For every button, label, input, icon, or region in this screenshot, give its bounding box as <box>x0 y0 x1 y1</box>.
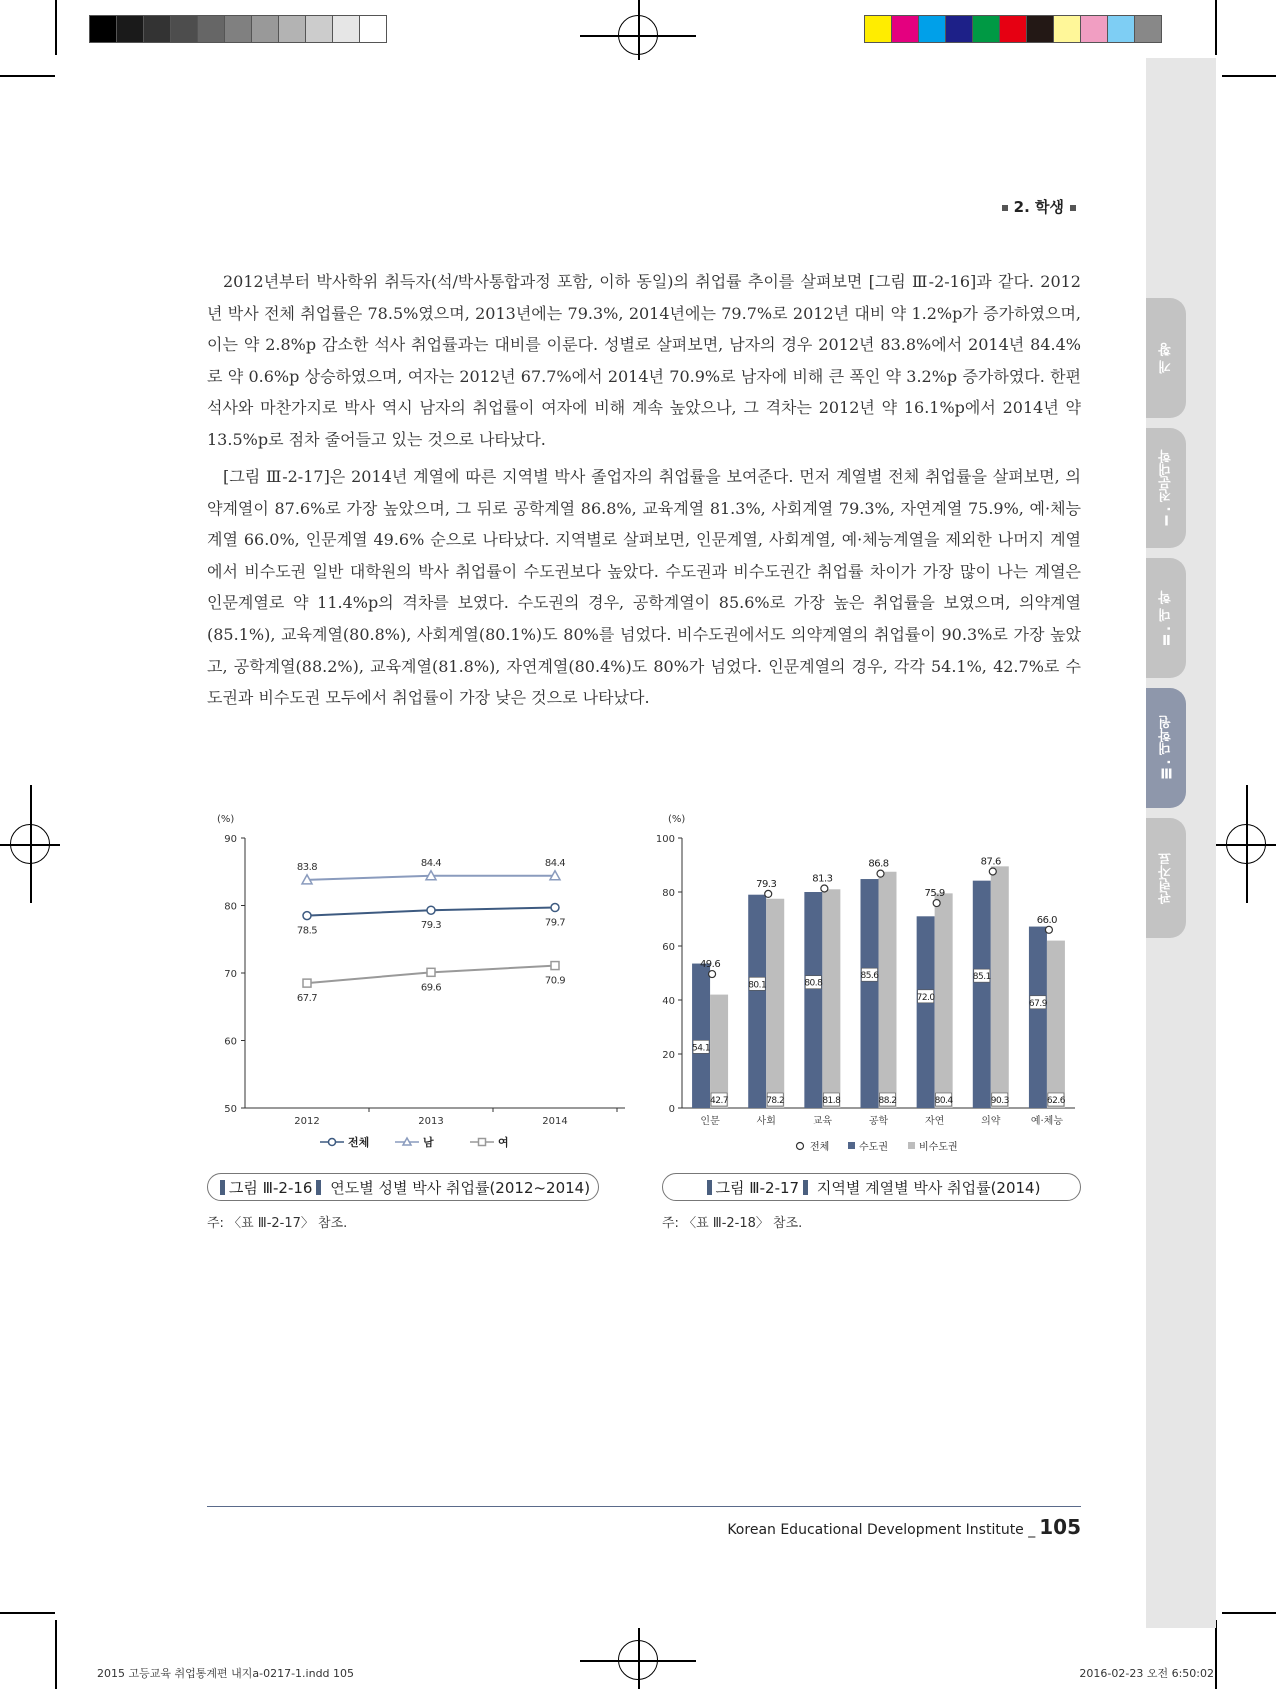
paragraph-2: [그림 Ⅲ-2-17]은 2014년 계열에 따른 지역별 박사 졸업자의 취업률을 보여준다. 먼저 계열별 전체 취업률을 살펴보면, 의약계열이 87.6%로 가장 높았으며, 그 뒤로 공학계열 86.8%, 교육계열 81.3%, 사회계열 79.3%, 자연계열 75.9%, 예·체능계열 66.0%, 인문계열 49.6% 순으로 나타났다. 지역별로 살펴보면, 인문계열, 사회계열, 예·체능계열을 제외한 나머지 계열에서 비수도권 일반 대학원의 박사 취업률이 수도권보다 높았다. 수도권과 비수도권간 취업률 차이가 가장 많이 나는 계열은 인문계열로 약 11.4%p의 격차를 보였다. 수도권의 경우, 공학계열이 85.6%로 가장 높은 취업률을 보였으며, 의약계열(85.1%), 교육계열(80.8%), 사회계열(80.1%)도 80%를 넘었다. 비수도권에서도 의약계열의 취업률이 90.3%로 가장 높았고, 공학계열(88.2%), 교육계열(81.8%), 자연계열(80.4%)도 80%가 넘었다. 인문계열의 경우, 각각 54.1%, 42.7%로 수도권과 비수도권 모두에서 취업률이 가장 낮은 것으로 나타났다. <box>207 467 1081 708</box>
data-label: 62.6 <box>1046 1096 1065 1106</box>
tab-overview[interactable] <box>1146 298 1186 418</box>
y-tick-label: 100 <box>655 834 675 845</box>
data-point <box>427 906 435 914</box>
crop-mark <box>1222 1612 1276 1614</box>
slug-date: 2016-02-23 오전 6:50:02 <box>1079 1667 1214 1680</box>
caption-prefix: 그림 Ⅲ-2-16 <box>228 1178 313 1197</box>
crop-mark <box>55 0 57 55</box>
x-tick-label: 교육 <box>812 1116 833 1127</box>
crop-mark <box>1215 0 1217 55</box>
y-tick-label: 70 <box>224 969 237 980</box>
crop-mark <box>1222 75 1276 77</box>
bar-비수도권 <box>935 893 953 1108</box>
x-tick-label: 자연 <box>924 1116 945 1127</box>
data-label: 90.3 <box>990 1096 1009 1106</box>
paragraph-1: 2012년부터 박사학위 취득자(석/박사통합과정 포함, 이하 동일)의 취업률 추이를 살펴보면 [그림 Ⅲ-2-16]과 같다. 2012년 박사 전체 취업률은 78.5%였으며, 2013년에는 79.3%, 2014년에는 79.7%로 2012년 대비 약 1.2%p가 증가하였으며, 이는 약 2.8%p 감소한 석사 취업률과는 대비를 이룬다. 성별로 살펴보면, 남자의 경우 2012년 83.8%에서 2014년 84.4%로 약 0.6%p 상승하였으며, 여자는 2012년 67.7%에서 2014년 70.9%로 남자에 비해 큰 폭인 약 3.2%p 증가하였다. 한편 석사와 마찬가지로 박사 역시 남자의 취업률이 여자에 비해 계속 높았으나, 그 격차는 2012년 약 16.1%p에서 2014년 약 13.5%p로 점차 줄어들고 있는 것으로 나타났다. <box>207 272 1081 449</box>
tab-label: Ⅱ. 대 학 <box>1158 590 1174 646</box>
data-point <box>303 912 311 920</box>
total-marker <box>989 868 996 875</box>
tab-appendix[interactable] <box>1146 818 1186 938</box>
figure-note-2: 주: 〈표 Ⅲ-2-18〉 참조. <box>662 1216 803 1231</box>
data-label: 80.8 <box>804 978 823 989</box>
tab-label: Ⅲ. 대학원 <box>1158 716 1174 780</box>
y-tick-label: 20 <box>662 1050 675 1061</box>
total-label: 66.0 <box>1036 914 1058 926</box>
x-tick-label: 공학 <box>868 1116 889 1127</box>
x-tick-label: 의약 <box>981 1116 1001 1127</box>
slug-file: 2015 고등교육 취업통계편 내지a-0217-1.indd 105 <box>97 1667 355 1680</box>
y-tick-label: 60 <box>224 1036 237 1048</box>
data-label: 67.9 <box>1028 998 1047 1009</box>
y-tick-label: 60 <box>662 942 675 953</box>
data-point <box>303 979 311 987</box>
bar-수도권 <box>692 964 710 1108</box>
data-label: 67.7 <box>296 993 318 1005</box>
legend-label: 전체 <box>348 1136 370 1149</box>
data-label: 79.3 <box>420 920 442 932</box>
gray-swatch <box>305 15 333 43</box>
tab-label: 개 황 <box>1158 342 1174 374</box>
color-swatch <box>999 15 1027 43</box>
crop-mark <box>0 75 55 77</box>
x-tick-label: 예·체능 <box>1030 1116 1064 1127</box>
crop-mark <box>1215 1620 1217 1689</box>
data-label: 78.2 <box>766 1096 785 1106</box>
gray-swatch <box>224 15 252 43</box>
y-tick-label: 80 <box>224 901 237 913</box>
bar-비수도권 <box>991 866 1009 1108</box>
bar-수도권 <box>1029 927 1047 1108</box>
x-tick-label: 사회 <box>756 1116 776 1127</box>
data-label: 88.2 <box>878 1096 897 1106</box>
color-swatch <box>918 15 946 43</box>
color-swatch <box>1026 15 1054 43</box>
data-label: 70.9 <box>544 975 566 987</box>
gray-swatch <box>332 15 360 43</box>
line-chart <box>205 808 635 1158</box>
bar-수도권 <box>748 895 766 1108</box>
data-label: 69.6 <box>420 982 442 994</box>
total-label: 75.9 <box>924 888 945 900</box>
square-bullet-icon <box>1070 205 1076 211</box>
bar-수도권 <box>861 879 879 1108</box>
data-point <box>551 904 559 912</box>
bar-chart <box>655 808 1080 1158</box>
square-bullet-icon <box>1002 205 1008 211</box>
bar-수도권 <box>804 892 822 1108</box>
tab-label: 관련자료 <box>1158 852 1174 904</box>
data-label: 79.7 <box>544 917 566 929</box>
caption-prefix: 그림 Ⅲ-2-17 <box>715 1178 800 1197</box>
footer-institute: Korean Educational Development Institute _ <box>727 1522 1036 1538</box>
data-point <box>551 962 559 970</box>
legend-marker <box>848 1142 855 1149</box>
color-swatch <box>1080 15 1108 43</box>
total-label: 86.8 <box>868 858 889 870</box>
page-number: 105 <box>1039 1515 1081 1539</box>
figure-note-1: 주: 〈표 Ⅲ-2-17〉 참조. <box>207 1216 348 1231</box>
tab-graduate-school[interactable] <box>1146 688 1186 808</box>
total-label: 49.6 <box>699 959 721 971</box>
gray-swatch <box>116 15 144 43</box>
y-tick-label: 50 <box>224 1104 237 1115</box>
data-label: 84.4 <box>420 857 442 869</box>
bar-수도권 <box>973 881 991 1108</box>
color-swatch <box>945 15 973 43</box>
legend-label: 여 <box>498 1136 509 1149</box>
data-label: 72.0 <box>916 992 935 1003</box>
tab-junior-college[interactable] <box>1146 428 1186 548</box>
gray-swatch <box>251 15 279 43</box>
section-title <box>996 196 1082 217</box>
gray-swatch <box>89 15 117 43</box>
data-label: 80.1 <box>748 980 767 991</box>
caption-bar-icon <box>803 1180 808 1195</box>
tab-label: Ⅰ. 전문대학 <box>1158 449 1174 527</box>
crop-mark <box>0 1612 55 1614</box>
total-marker <box>821 885 828 892</box>
x-tick-label: 2014 <box>542 1116 568 1127</box>
footer-rule <box>207 1506 1081 1507</box>
legend-label: 비수도권 <box>919 1142 958 1153</box>
gray-swatch <box>359 15 387 43</box>
caption-title: 연도별 성별 박사 취업률(2012~2014) <box>330 1178 591 1197</box>
gray-swatch <box>143 15 171 43</box>
y-tick-label: 90 <box>224 834 237 845</box>
section-title-text: 2. 학생 <box>1013 198 1064 216</box>
tab-university[interactable] <box>1146 558 1186 678</box>
data-label: 81.8 <box>822 1096 841 1106</box>
crop-mark <box>55 1620 57 1689</box>
data-label: 85.6 <box>860 971 879 982</box>
total-label: 87.6 <box>980 856 1001 868</box>
legend-label: 전체 <box>810 1142 830 1153</box>
color-swatch <box>1107 15 1135 43</box>
bar-비수도권 <box>822 889 840 1108</box>
gray-swatch <box>170 15 198 43</box>
total-marker <box>933 900 940 907</box>
color-swatch <box>1053 15 1081 43</box>
legend-marker <box>403 1138 411 1145</box>
gray-swatch <box>197 15 225 43</box>
legend-label: 수도권 <box>859 1142 888 1153</box>
figure-caption-2 <box>662 1173 1081 1201</box>
caption-bar-icon <box>220 1180 225 1195</box>
caption-bar-icon <box>707 1180 712 1195</box>
data-label: 80.4 <box>934 1096 953 1106</box>
data-label: 85.1 <box>972 972 991 983</box>
data-label: 83.8 <box>296 861 318 873</box>
y-tick-label: 0 <box>668 1104 675 1115</box>
caption-title: 지역별 계열별 박사 취업률(2014) <box>816 1178 1041 1197</box>
total-marker <box>709 971 716 978</box>
bar-비수도권 <box>879 872 897 1108</box>
y-tick-label: 40 <box>662 996 675 1007</box>
y-axis-label: (%) <box>217 814 235 825</box>
data-label: 42.7 <box>710 1096 729 1106</box>
legend-marker <box>908 1142 915 1149</box>
data-point <box>427 968 435 976</box>
total-marker <box>765 890 772 897</box>
total-label: 81.3 <box>812 873 833 885</box>
bar-비수도권 <box>1047 941 1065 1108</box>
color-swatch <box>1134 15 1162 43</box>
data-label: 54.1 <box>692 1043 711 1054</box>
legend-marker <box>329 1139 336 1146</box>
color-swatch <box>864 15 892 43</box>
legend-label: 남 <box>423 1136 434 1149</box>
x-tick-label: 2012 <box>294 1116 320 1127</box>
data-label: 78.5 <box>296 925 318 937</box>
page-footer <box>727 1515 1081 1539</box>
total-marker <box>1045 926 1052 933</box>
y-tick-label: 80 <box>662 888 675 899</box>
bar-비수도권 <box>766 899 784 1108</box>
gray-swatch <box>278 15 306 43</box>
figure-caption-1 <box>207 1173 599 1201</box>
legend-marker <box>797 1143 804 1150</box>
caption-bar-icon <box>316 1180 321 1195</box>
x-tick-label: 인문 <box>700 1116 720 1127</box>
bar-수도권 <box>917 916 935 1108</box>
color-swatch <box>972 15 1000 43</box>
bar-비수도권 <box>710 995 728 1108</box>
total-marker <box>877 870 884 877</box>
color-swatch <box>891 15 919 43</box>
y-axis-label: (%) <box>668 814 686 825</box>
data-label: 84.4 <box>544 857 566 869</box>
legend-marker <box>479 1139 486 1146</box>
x-tick-label: 2013 <box>418 1116 444 1127</box>
total-label: 79.3 <box>756 878 777 890</box>
